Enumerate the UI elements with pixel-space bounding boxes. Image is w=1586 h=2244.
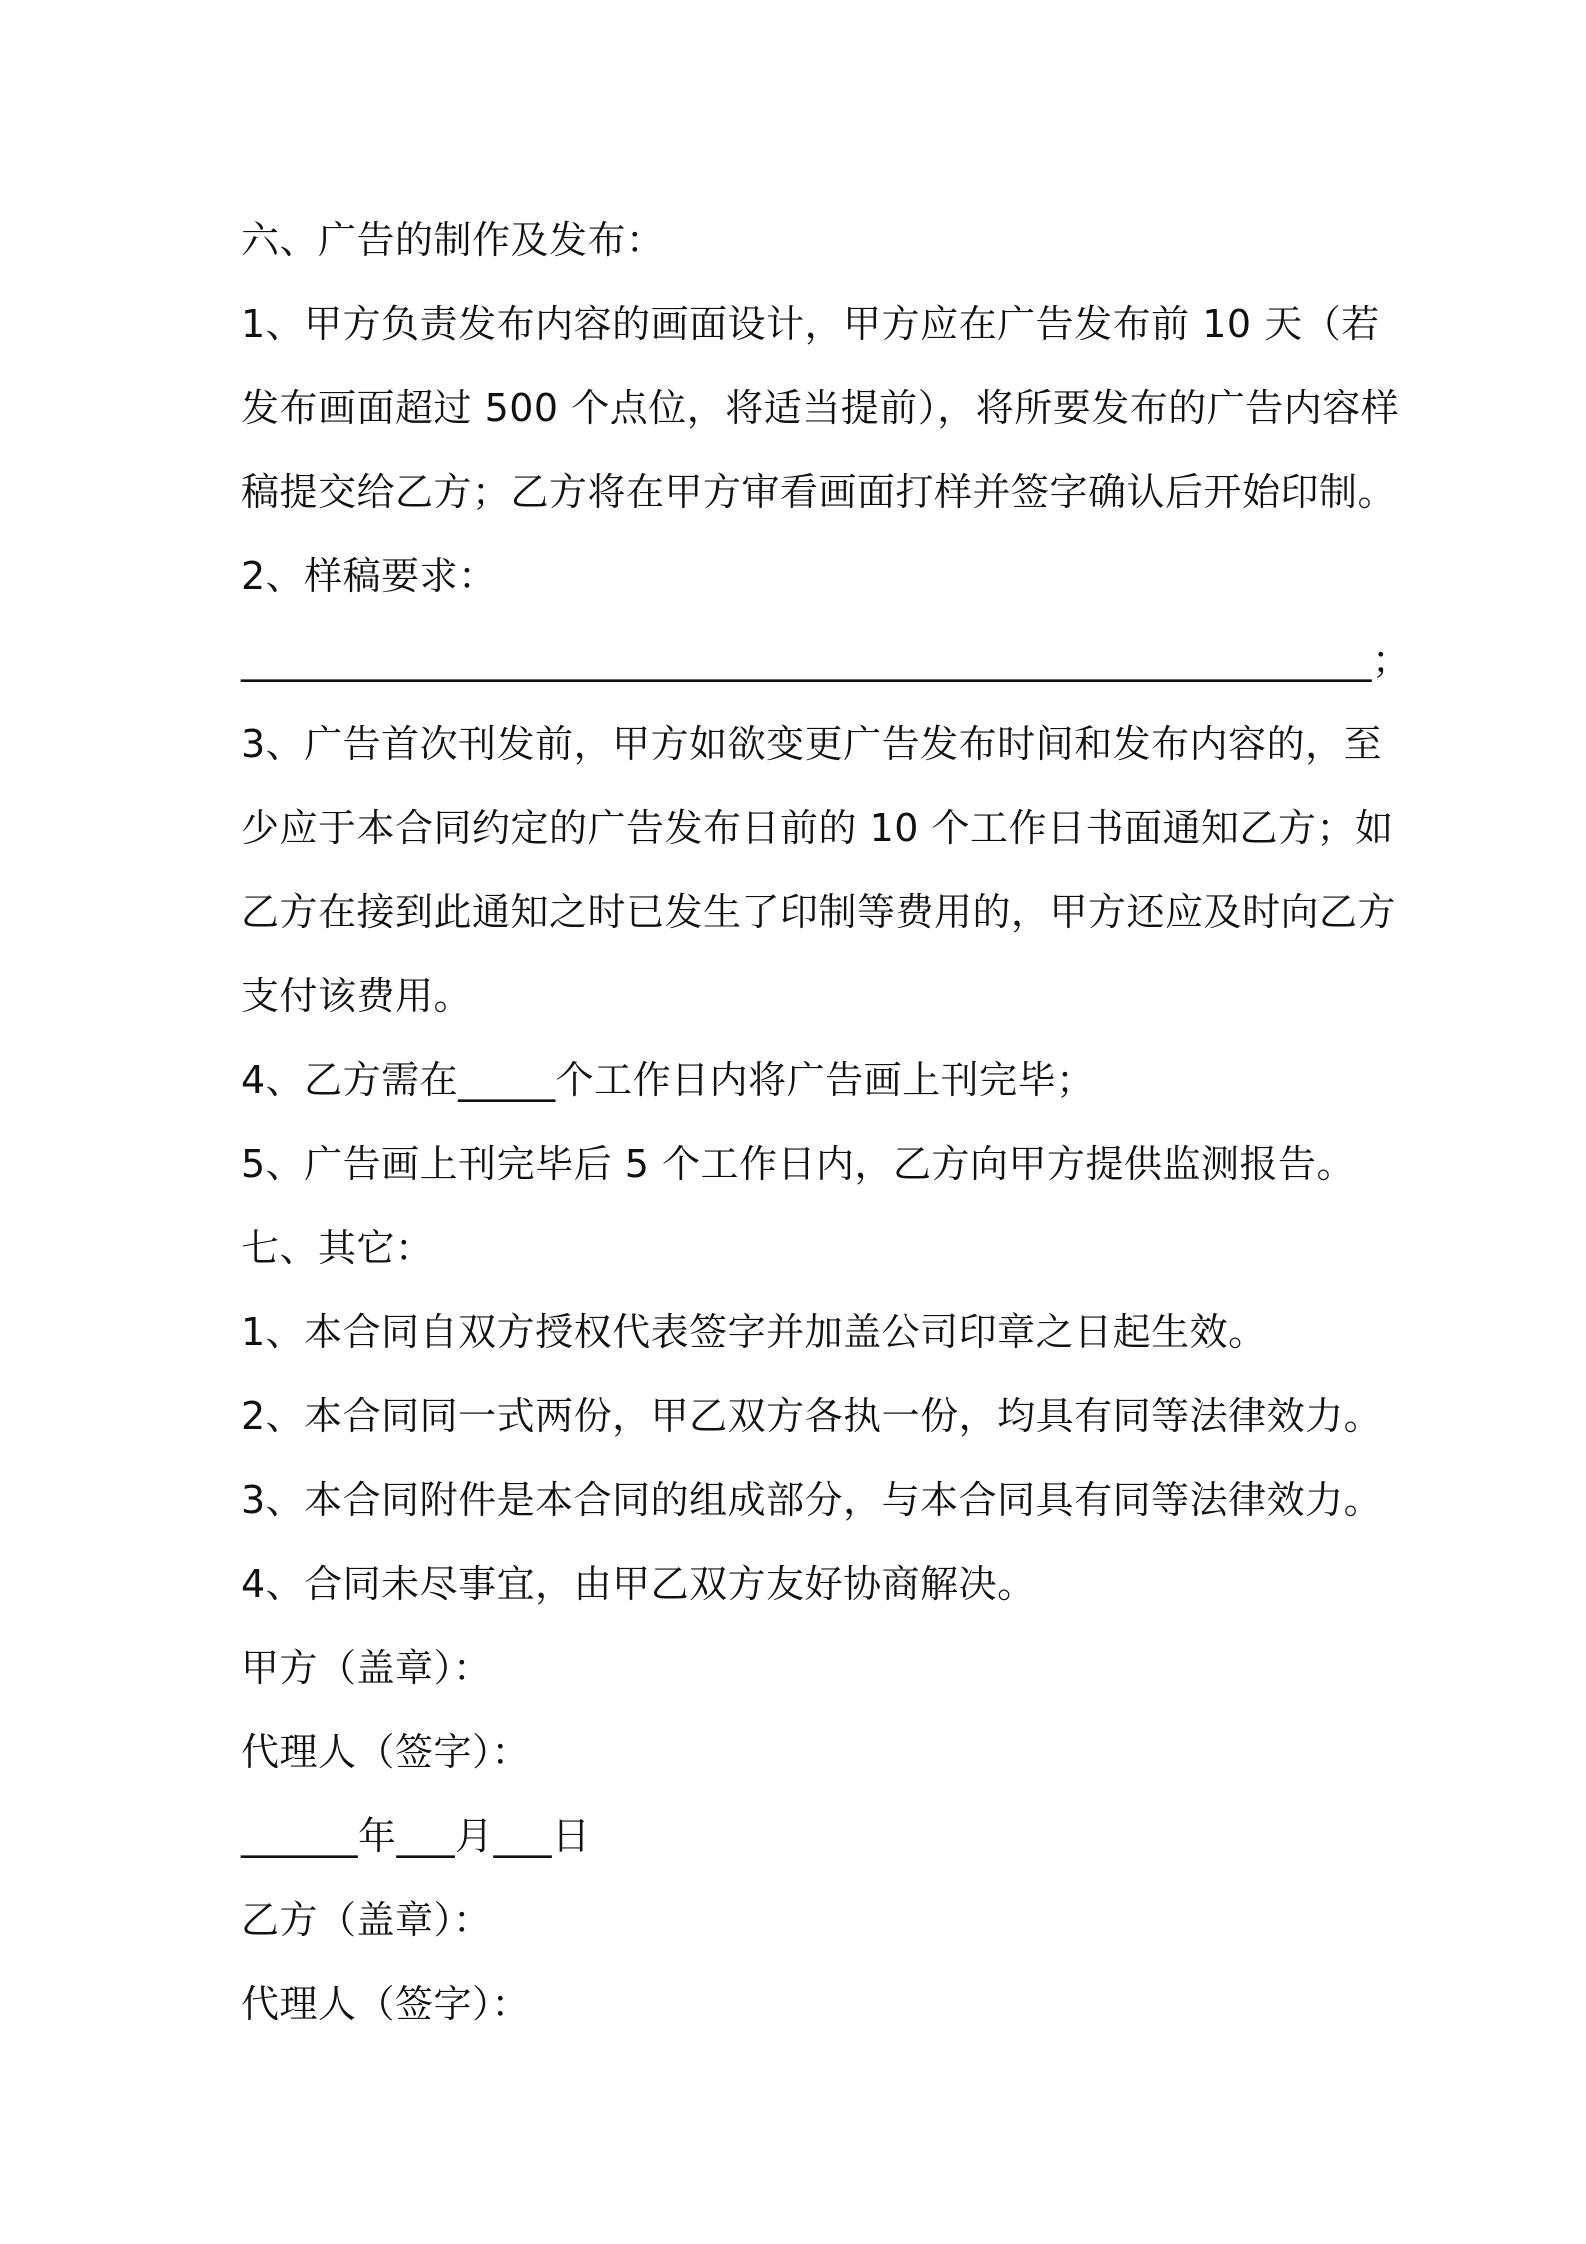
section-6-item-3-line-3: 乙方在接到此通知之时已发生了印制等费用的，甲方还应及时向乙方 xyxy=(241,890,1397,934)
section-6-item-3-line-2: 少应于本合同约定的广告发布日前的 10 个工作日书面通知乙方；如 xyxy=(241,806,1394,850)
party-a-agent-label: 代理人（签字）： xyxy=(241,1730,531,1774)
section-7-item-4: 4、合同未尽事宜，由甲乙双方友好协商解决。 xyxy=(241,1562,1036,1606)
section-7-heading: 七、其它： xyxy=(241,1226,434,1270)
section-6-item-4: 4、乙方需在_____个工作日内将广告画上刊完毕； xyxy=(241,1058,1095,1102)
section-6-item-1-line-2: 发布画面超过 500 个点位，将适当提前），将所要发布的广告内容样 xyxy=(241,386,1400,430)
section-6-item-3-line-1: 3、广告首次刊发前，甲方如欲变更广告发布时间和发布内容的，至 xyxy=(241,722,1383,766)
signing-date-blank: ______年___月___日 xyxy=(241,1814,591,1858)
section-7-item-1: 1、本合同自双方授权代表签字并加盖公司印章之日起生效。 xyxy=(241,1310,1267,1354)
section-6-item-5: 5、广告画上刊完毕后 5 个工作日内，乙方向甲方提供监测报告。 xyxy=(241,1142,1356,1186)
section-6-item-1-line-1: 1、甲方负责发布内容的画面设计，甲方应在广告发布前 10 天（若 xyxy=(241,302,1380,346)
party-b-seal-label: 乙方（盖章）： xyxy=(241,1898,492,1942)
party-a-seal-label: 甲方（盖章）： xyxy=(241,1646,492,1690)
section-7-item-2: 2、本合同同一式两份，甲乙双方各执一份，均具有同等法律效力。 xyxy=(241,1394,1383,1438)
party-b-agent-label: 代理人（签字）： xyxy=(241,1982,531,2026)
section-6-item-2-label: 2、样稿要求： xyxy=(241,554,497,598)
contract-body xyxy=(241,198,1411,2046)
section-6-item-1-line-3: 稿提交给乙方；乙方将在甲方审看画面打样并签字确认后开始印制。 xyxy=(241,470,1397,514)
section-7-item-3: 3、本合同附件是本合同的组成部分，与本合同具有同等法律效力。 xyxy=(241,1478,1383,1522)
section-6-heading: 六、广告的制作及发布： xyxy=(241,218,665,262)
sample-requirements-blank: __________________________________________________________； xyxy=(241,638,1411,682)
section-6-item-3-line-4: 支付该费用。 xyxy=(241,974,473,1018)
